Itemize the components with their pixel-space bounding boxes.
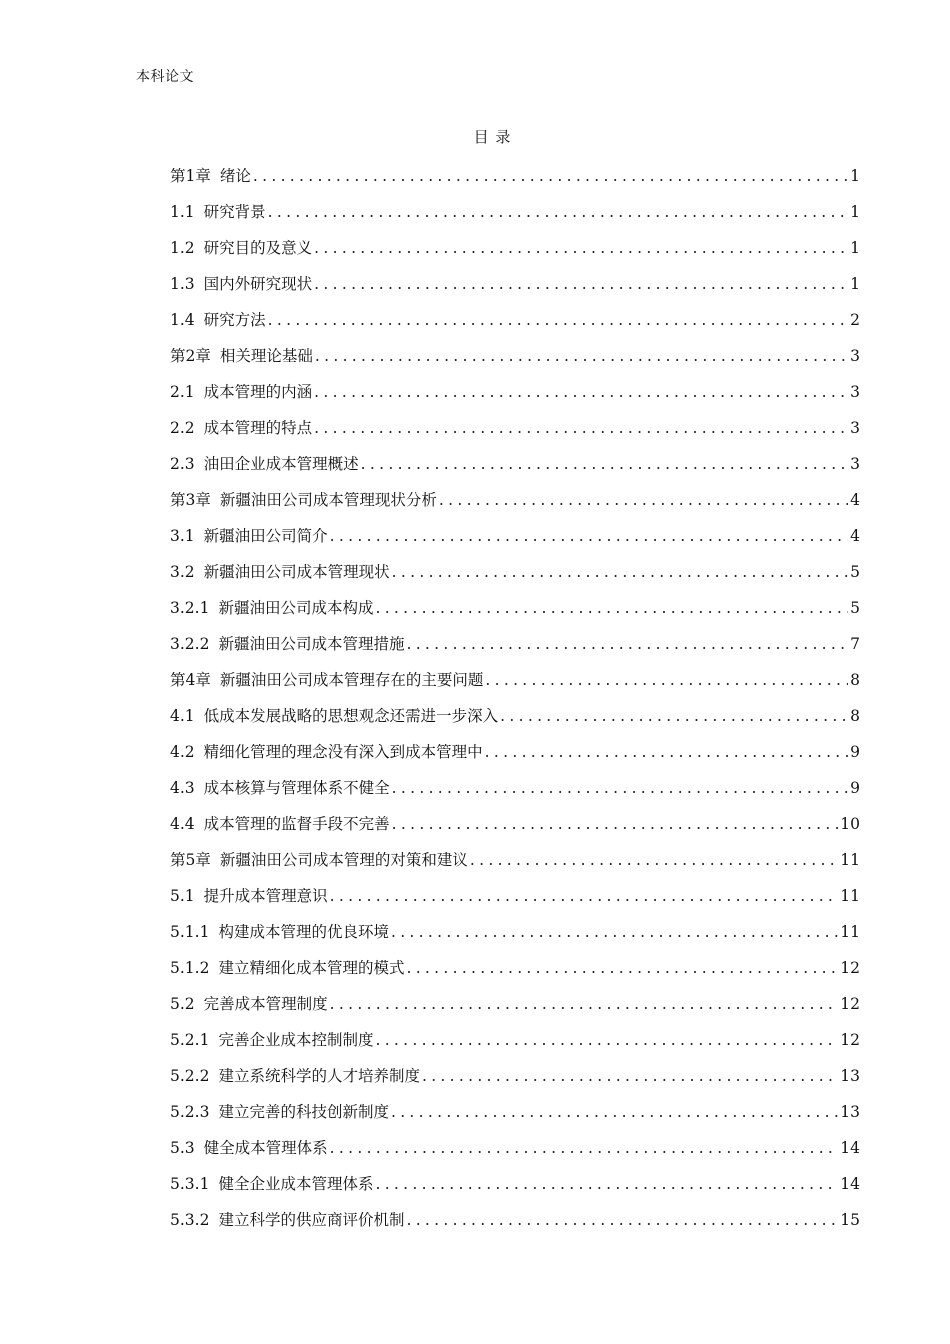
toc-page-number: 8 (850, 707, 860, 725)
toc-entry-number: 4.4 (170, 815, 195, 833)
toc-page-number: 4 (850, 491, 860, 509)
toc-entry-number: 2.3 (170, 455, 195, 473)
toc-dot-leader (391, 1100, 838, 1124)
toc-entry-label (170, 992, 328, 1016)
toc-entry-number: 1.3 (170, 275, 195, 293)
toc-entry-title: 成本管理的监督手段不完善 (203, 815, 390, 833)
toc-dot-leader (375, 596, 848, 620)
toc-entry-number: 5.1.1 (170, 923, 210, 941)
toc-entry[interactable] (170, 1124, 860, 1160)
toc-entry[interactable] (170, 656, 860, 692)
toc-dot-leader (330, 524, 848, 548)
toc-page-number: 12 (840, 1031, 860, 1049)
toc-page-number: 12 (840, 995, 860, 1013)
toc-entry-label (170, 668, 483, 692)
toc-entry-title: 研究背景 (203, 203, 266, 221)
toc-dot-leader (500, 704, 848, 728)
toc-entry-number: 4.1 (170, 707, 195, 725)
toc-entry-label (170, 848, 468, 872)
toc-entry-title: 建立完善的科技创新制度 (218, 1103, 389, 1121)
toc-entry-title: 相关理论基础 (219, 347, 313, 365)
toc-entry-label (170, 200, 266, 224)
toc-entry-title: 油田企业成本管理概述 (203, 455, 359, 473)
toc-dot-leader (392, 812, 839, 836)
toc-entry[interactable] (170, 440, 860, 476)
toc-page-number: 7 (850, 635, 860, 653)
toc-entry[interactable] (170, 476, 860, 512)
toc-entry-label (170, 1172, 373, 1196)
toc-entry[interactable] (170, 620, 860, 656)
running-header: 本科论文 (136, 69, 194, 85)
toc-entry[interactable] (170, 1088, 860, 1124)
toc-dot-leader (315, 344, 848, 368)
toc-dot-leader (406, 1208, 838, 1232)
toc-entry-number: 2.1 (170, 383, 195, 401)
toc-page-number: 1 (850, 203, 860, 221)
toc-entry-label (170, 1028, 373, 1052)
toc-entry-title: 国内外研究现状 (203, 275, 313, 293)
toc-entry-title: 提升成本管理意识 (203, 887, 328, 905)
toc-entry-title: 新疆油田公司成本构成 (218, 599, 374, 617)
toc-page-number: 10 (840, 815, 860, 833)
toc-entry-label (170, 632, 404, 656)
toc-dot-leader (361, 452, 848, 476)
toc-entry-title: 建立精细化成本管理的模式 (218, 959, 405, 977)
toc-page-number: 15 (840, 1211, 860, 1229)
toc-entry-number: 3.2 (170, 563, 195, 581)
toc-dot-leader (439, 488, 848, 512)
toc-entry-label (170, 488, 437, 512)
toc-entry-title: 成本管理的内涵 (203, 383, 313, 401)
toc-dot-leader (330, 884, 839, 908)
toc-entry-label (170, 1064, 420, 1088)
toc-entry-label (170, 272, 312, 296)
toc-dot-leader (392, 776, 848, 800)
toc-entry-title: 成本管理的特点 (203, 419, 313, 437)
toc-entry-number: 3.2.1 (170, 599, 210, 617)
toc-entry-number: 5.2.3 (170, 1103, 210, 1121)
toc-entry-number: 2.2 (170, 419, 195, 437)
toc-entry-title: 新疆油田公司成本管理现状 (203, 563, 390, 581)
toc-entry-title: 低成本发展战略的思想观念还需进一步深入 (203, 707, 499, 725)
toc-entry[interactable] (170, 1196, 860, 1232)
toc-dot-leader (375, 1028, 838, 1052)
toc-entry-number: 第3章 (170, 491, 211, 509)
toc-entry-label (170, 524, 328, 548)
toc-dot-leader (392, 560, 848, 584)
toc-page-number: 1 (850, 275, 860, 293)
toc-entry[interactable] (170, 548, 860, 584)
toc-entry-label (170, 1136, 328, 1160)
toc-entry-label (170, 920, 389, 944)
toc-entry[interactable] (170, 836, 860, 872)
toc-page-number: 3 (850, 383, 860, 401)
toc-entry[interactable] (170, 692, 860, 728)
toc-entry[interactable] (170, 944, 860, 980)
toc-entry-number: 5.3.1 (170, 1175, 210, 1193)
toc-entry-label (170, 740, 483, 764)
toc-entry-number: 1.4 (170, 311, 195, 329)
toc-entry-title: 精细化管理的理念没有深入到成本管理中 (203, 743, 483, 761)
toc-dot-leader (268, 308, 848, 332)
toc-dot-leader (391, 920, 838, 944)
toc-page-number: 13 (840, 1067, 860, 1085)
toc-entry-label (170, 452, 359, 476)
toc-page-number: 4 (850, 527, 860, 545)
toc-dot-leader (330, 1136, 839, 1160)
toc-entry-label (170, 308, 266, 332)
toc-entry-label (170, 812, 390, 836)
toc-entry-title: 新疆油田公司成本管理存在的主要问题 (219, 671, 484, 689)
toc-entry-number: 4.3 (170, 779, 195, 797)
toc-title: 目 录 (473, 128, 512, 146)
toc-entry[interactable] (170, 764, 860, 800)
toc-entry-title: 健全企业成本管理体系 (218, 1175, 374, 1193)
toc-entry-number: 3.2.2 (170, 635, 210, 653)
toc-dot-leader (406, 956, 838, 980)
toc-entry-title: 新疆油田公司成本管理的对策和建议 (219, 851, 468, 869)
toc-entry-number: 第1章 (170, 167, 211, 185)
toc-page-number: 9 (850, 743, 860, 761)
toc-page-number: 8 (850, 671, 860, 689)
toc-entry-number: 4.2 (170, 743, 195, 761)
toc-entry[interactable] (170, 296, 860, 332)
toc-entry-title: 新疆油田公司成本管理措施 (218, 635, 405, 653)
toc-entry-number: 1.1 (170, 203, 195, 221)
toc-entry-title: 绪论 (219, 167, 251, 185)
toc-entry-label (170, 1100, 389, 1124)
toc-entry[interactable] (170, 728, 860, 764)
toc-entry-title: 新疆油田公司成本管理现状分析 (219, 491, 437, 509)
toc-entry[interactable] (170, 908, 860, 944)
toc-page-number: 2 (850, 311, 860, 329)
toc-page-number: 3 (850, 347, 860, 365)
toc-entry[interactable] (170, 404, 860, 440)
toc-entry[interactable] (170, 1160, 860, 1196)
toc-entry-label (170, 776, 390, 800)
toc-entry[interactable] (170, 800, 860, 836)
toc-page-number: 9 (850, 779, 860, 797)
toc-entry-number: 3.1 (170, 527, 195, 545)
toc-dot-leader (485, 668, 848, 692)
toc-page-number: 11 (840, 851, 860, 869)
toc-page-number: 1 (850, 239, 860, 257)
toc-entry-number: 第2章 (170, 347, 211, 365)
toc-page-number: 1 (850, 167, 860, 185)
toc-entry-number: 5.3 (170, 1139, 195, 1157)
toc-dot-leader (485, 740, 848, 764)
toc-entry-title: 完善企业成本控制制度 (218, 1031, 374, 1049)
toc-page-number: 11 (840, 923, 860, 941)
toc-dot-leader (422, 1064, 838, 1088)
toc-entry-title: 健全成本管理体系 (203, 1139, 328, 1157)
toc-entry[interactable] (170, 152, 860, 188)
toc-entry-number: 5.1 (170, 887, 195, 905)
toc-entry-label (170, 596, 373, 620)
toc-entry[interactable] (170, 584, 860, 620)
toc-entry-number: 5.3.2 (170, 1211, 210, 1229)
toc-entry-label (170, 344, 313, 368)
toc-page-number: 3 (850, 419, 860, 437)
toc-dot-leader (330, 992, 839, 1016)
toc-dot-leader (375, 1172, 838, 1196)
toc-dot-leader (314, 272, 848, 296)
toc-dot-leader (314, 416, 848, 440)
toc-entry[interactable] (170, 188, 860, 224)
toc-entry-label (170, 956, 404, 980)
toc-entry-number: 5.2.1 (170, 1031, 210, 1049)
toc-entry[interactable] (170, 368, 860, 404)
toc-page-number: 5 (850, 599, 860, 617)
toc-page-number: 5 (850, 563, 860, 581)
toc-entry-number: 1.2 (170, 239, 195, 257)
toc-entry-label (170, 164, 251, 188)
toc-page-number: 14 (840, 1175, 860, 1193)
toc-page-number: 12 (840, 959, 860, 977)
toc-dot-leader (253, 164, 848, 188)
toc-entry-title: 构建成本管理的优良环境 (218, 923, 389, 941)
toc-entry-label (170, 236, 312, 260)
toc-entry-title: 建立科学的供应商评价机制 (218, 1211, 405, 1229)
toc-entry-number: 第4章 (170, 671, 211, 689)
toc-entry-label (170, 704, 498, 728)
toc-entry[interactable] (170, 224, 860, 260)
toc-entry[interactable] (170, 1052, 860, 1088)
table-of-contents (170, 152, 860, 1232)
toc-entry-title: 成本核算与管理体系不健全 (203, 779, 390, 797)
toc-entry-title: 研究方法 (203, 311, 266, 329)
toc-entry-label (170, 416, 312, 440)
toc-entry-number: 5.2 (170, 995, 195, 1013)
toc-entry-label (170, 380, 312, 404)
toc-entry-title: 研究目的及意义 (203, 239, 313, 257)
toc-entry-title: 建立系统科学的人才培养制度 (218, 1067, 420, 1085)
toc-entry-number: 第5章 (170, 851, 211, 869)
toc-dot-leader (470, 848, 838, 872)
toc-entry-label (170, 884, 328, 908)
toc-entry[interactable] (170, 980, 860, 1016)
toc-dot-leader (406, 632, 848, 656)
toc-entry[interactable] (170, 260, 860, 296)
toc-entry-label (170, 560, 390, 584)
toc-page-number: 11 (840, 887, 860, 905)
toc-entry-label (170, 1208, 404, 1232)
toc-entry[interactable] (170, 512, 860, 548)
toc-page-number: 13 (840, 1103, 860, 1121)
toc-entry-number: 5.1.2 (170, 959, 210, 977)
toc-entry-number: 5.2.2 (170, 1067, 210, 1085)
toc-entry-title: 新疆油田公司简介 (203, 527, 328, 545)
toc-page-number: 3 (850, 455, 860, 473)
toc-entry[interactable] (170, 872, 860, 908)
toc-page-number: 14 (840, 1139, 860, 1157)
toc-entry[interactable] (170, 332, 860, 368)
toc-dot-leader (314, 236, 848, 260)
toc-dot-leader (314, 380, 848, 404)
toc-entry[interactable] (170, 1016, 860, 1052)
toc-dot-leader (268, 200, 848, 224)
toc-entry-title: 完善成本管理制度 (203, 995, 328, 1013)
